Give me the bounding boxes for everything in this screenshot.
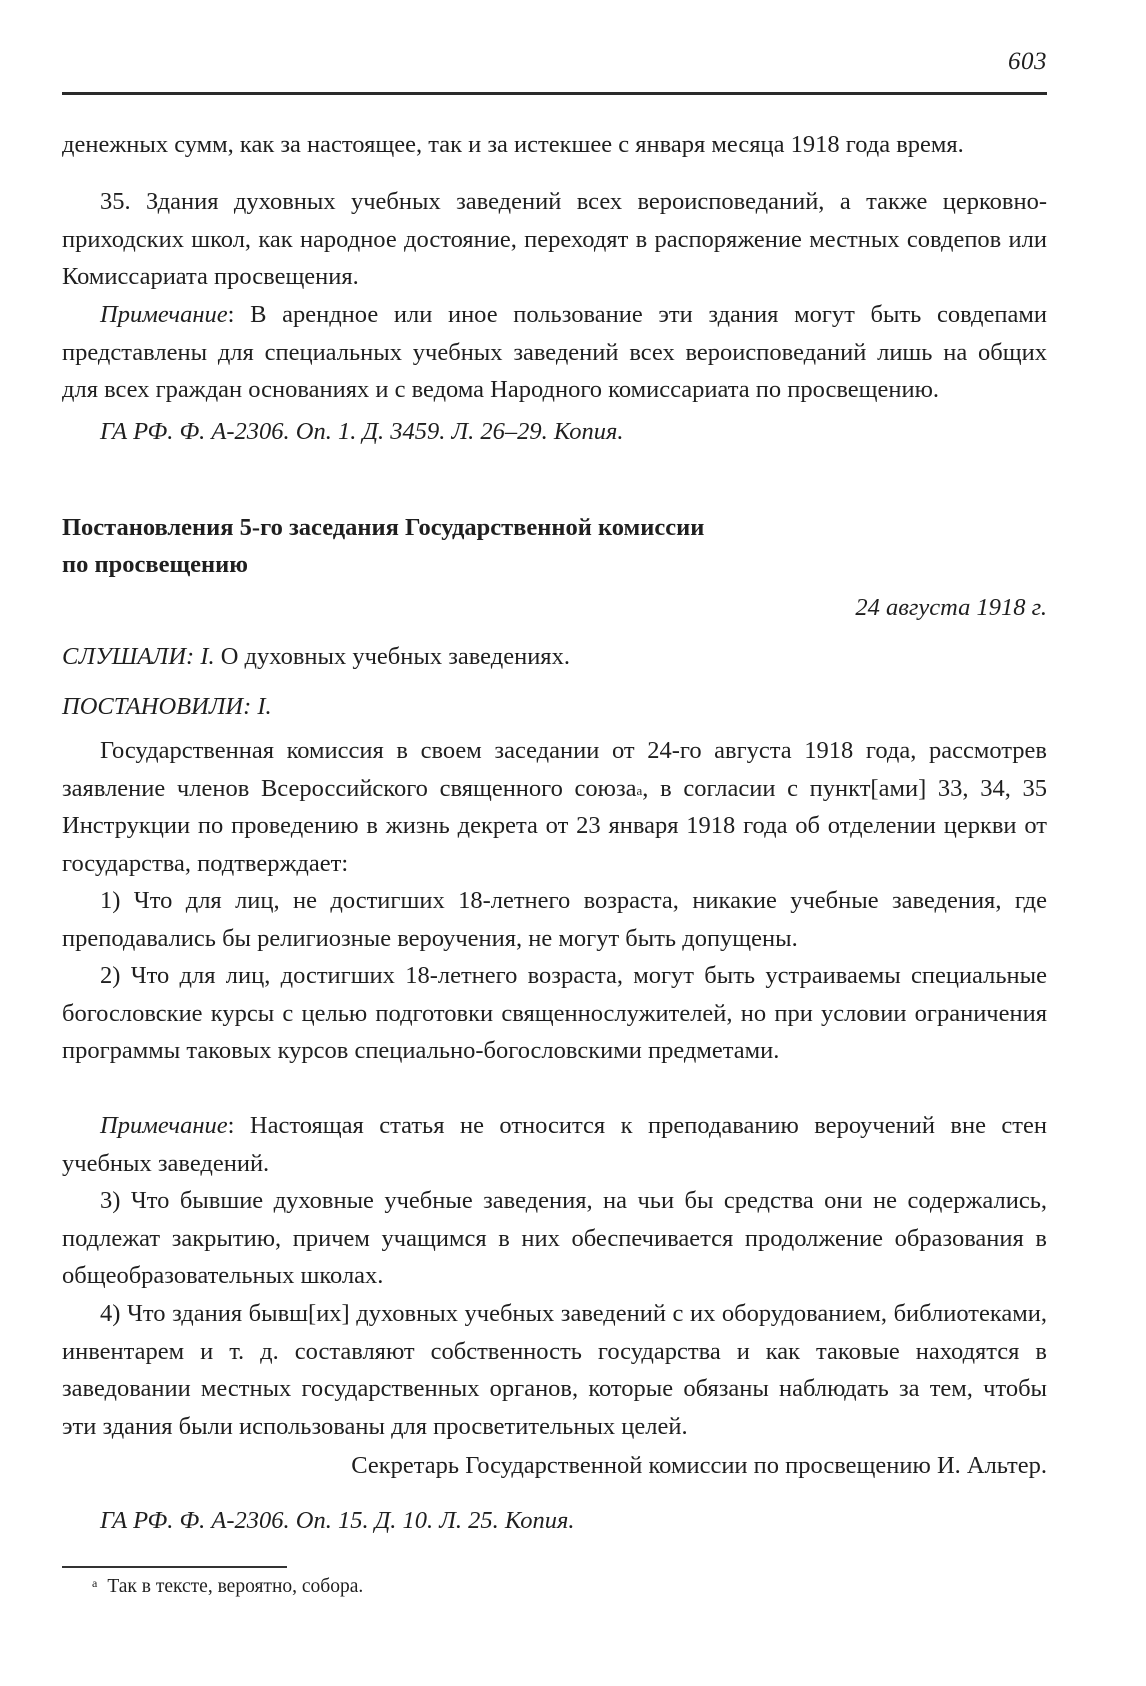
note-text: : В арендное или иное пользование эти здания могут быть совдепами представлены для специальных учебных заведений всех вероисповеданий лишь на общих для всех граждан основаниях и с ведома Народного комиссариата по просвещению. [62, 301, 1047, 403]
document-title-line-2: по просвещению [62, 551, 248, 578]
note-paragraph [62, 1107, 1047, 1182]
intro-paragraph [62, 732, 1047, 882]
heard-label: СЛУШАЛИ: I. [62, 643, 215, 670]
intro-part-1: Государственная комиссия в своем заседании от 24-го августа 1918 года, рассмотрев заявление членов Всероссийского священного союза [62, 737, 1047, 802]
page-number: 603 [1008, 48, 1047, 75]
footnote [92, 1576, 363, 1598]
archive-source-2: ГА РФ. Ф. А-2306. Оп. 15. Д. 10. Л. 25. Копия. [100, 1507, 575, 1534]
note-text: : Настоящая статья не относится к преподаванию вероучений вне стен учебных заведений. [62, 1112, 1047, 1177]
footnote-text: Так в тексте, вероятно, собора. [107, 1576, 364, 1597]
point-1-paragraph: 1) Что для лиц, не достигших 18-летнего возраста, никакие учебные заведения, где преподавались бы религиозные вероучения, не могут быть допущены. [62, 887, 1047, 952]
point-4-paragraph: 4) Что здания бывш[их] духовных учебных заведений с их оборудованием, библиотеками, инвентарем и т. д. составляют собственность государства и как таковые находятся в заведовании местных государственных органов, которые обязаны наблюдать за тем, чтобы эти здания были использованы для просветительных целей. [62, 1300, 1047, 1440]
header-rule [62, 92, 1047, 95]
document-date: 24 августа 1918 г. [855, 594, 1047, 621]
item-35-paragraph: 35. Здания духовных учебных заведений всех вероисповеданий, а также церковно-приходских школ, как народное достояние, переходят в распоряжение местных совдепов или Комиссариата просвещения. [62, 188, 1047, 290]
heard-line [62, 643, 570, 671]
heard-text: О духовных учебных заведениях. [214, 643, 570, 670]
footnote-mark: а [636, 782, 643, 798]
point-3-paragraph: 3) Что бывшие духовные учебные заведения, на чьи бы средства они не содержались, подлежат закрытию, причем учащимся в них обеспечивается продолжение образования в общеобразовательных школах. [62, 1187, 1047, 1289]
previous-note-paragraph [62, 296, 1047, 409]
signature: Секретарь Государственной комиссии по просвещению И. Альтер. [351, 1452, 1047, 1479]
intro-part-2: , в согласии с пункт[ами] 33, 34, 35 Инструкции по проведению в жизнь декрета от 23 января 1918 года об отделении церкви от государства, подтверждает: [62, 774, 1048, 877]
document-title [62, 509, 704, 583]
footnote-rule [62, 1566, 287, 1568]
archive-source-1: ГА РФ. Ф. А-2306. Оп. 1. Д. 3459. Л. 26–29. Копия. [100, 418, 624, 445]
footnote-mark: а [92, 1576, 98, 1590]
note-label: Примечание [100, 301, 228, 328]
resolved-label: ПОСТАНОВИЛИ: I. [62, 693, 272, 720]
point-2-paragraph: 2) Что для лиц, достигших 18-летнего возраста, могут быть устраиваемы специальные богословские курсы с целью подготовки священнослужителей, но при условии ограничения программы таковых курсов специально-богословскими предметами. [62, 962, 1047, 1064]
note-label: Примечание [100, 1112, 228, 1139]
continuation-paragraph: денежных сумм, как за настоящее, так и за истекшее с января месяца 1918 года время. [62, 131, 964, 158]
document-title-line-1: Постановления 5-го заседания Государственной комиссии [62, 514, 705, 541]
